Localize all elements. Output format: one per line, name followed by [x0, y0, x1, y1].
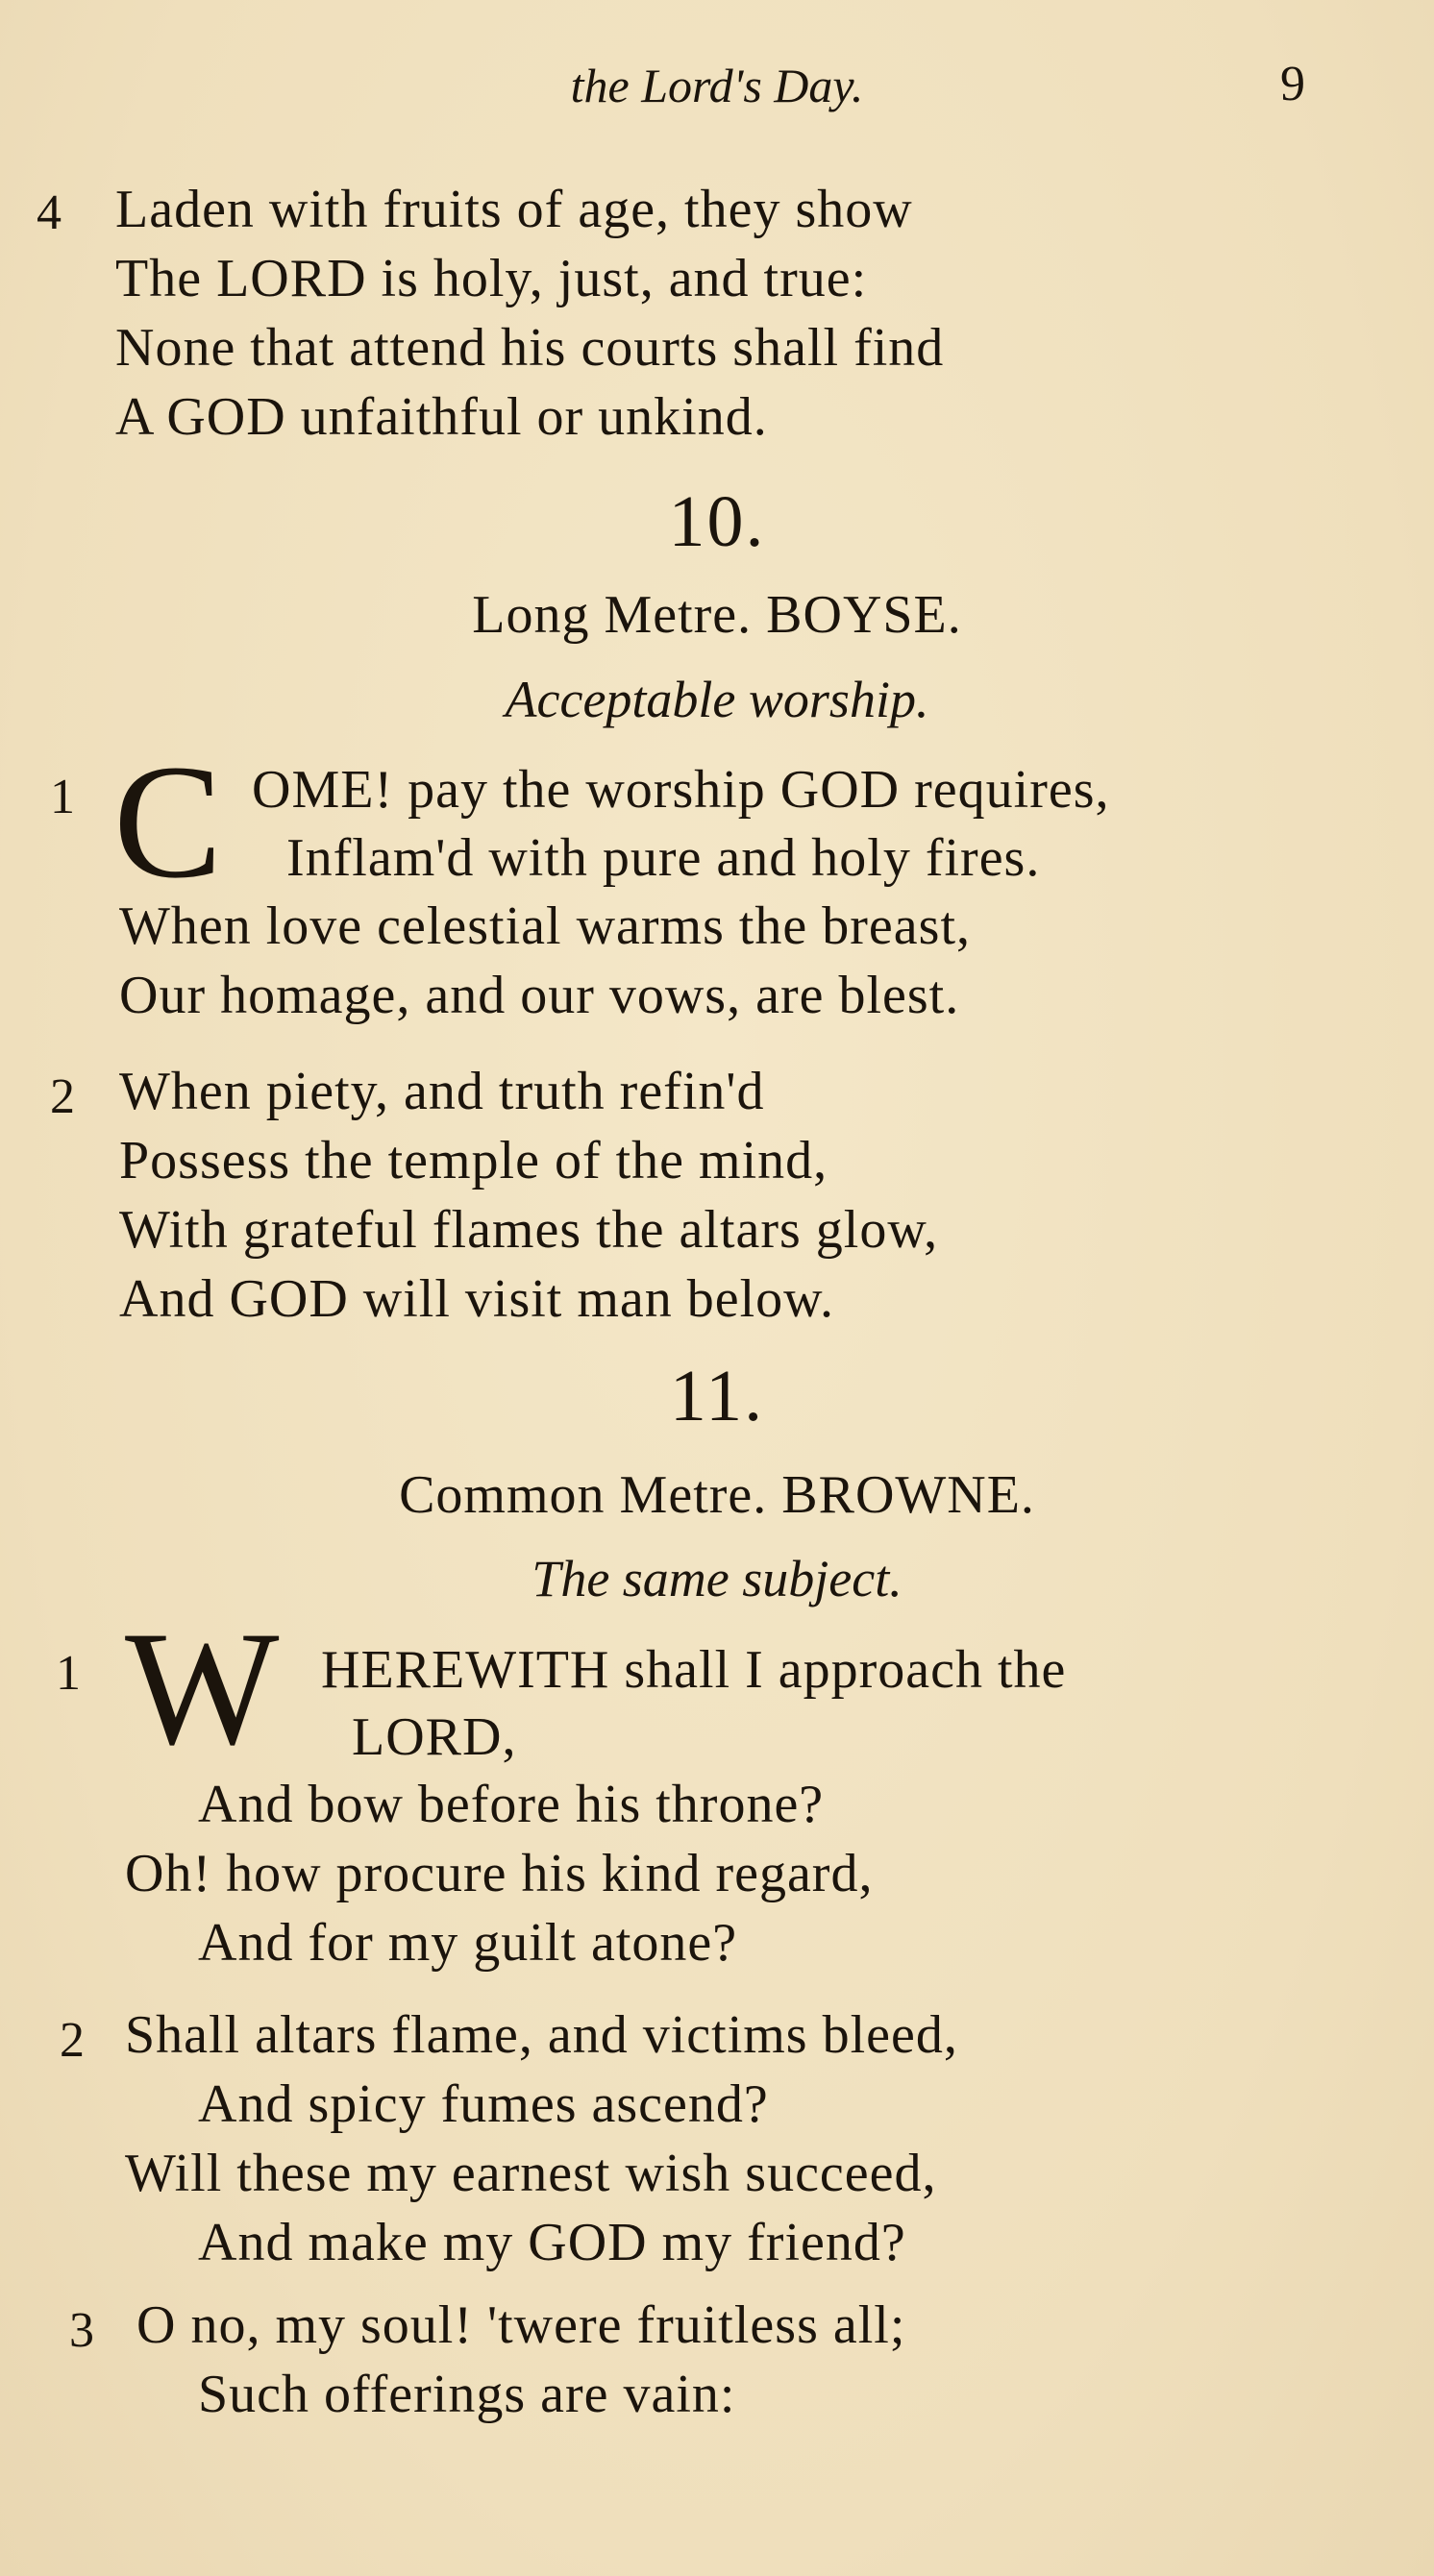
hymn-number: 10.: [668, 481, 766, 562]
verse-number: 3: [69, 2303, 94, 2358]
verse-line: O no, my soul! 'twere fruitless all;: [136, 2295, 906, 2355]
verse-line: When love celestial warms the breast,: [119, 896, 971, 956]
verse-line: None that attend his courts shall find: [115, 318, 945, 378]
verse-line: Shall altars flame, and victims bleed,: [125, 2005, 958, 2065]
page-number: 9: [1280, 57, 1305, 111]
hymn-meter: Long Metre. BOYSE.: [472, 585, 962, 645]
hymn-meter: Common Metre. BROWNE.: [399, 1465, 1035, 1525]
hymn-subject: Acceptable worship.: [505, 671, 929, 728]
verse-number: 1: [50, 770, 75, 824]
verse-number: 2: [50, 1069, 75, 1124]
verse-line: Our homage, and our vows, are blest.: [119, 966, 960, 1025]
verse-line: And make my GOD my friend?: [198, 2213, 906, 2272]
verse-line: Oh! how procure his kind regard,: [125, 1844, 874, 1903]
hymn-number: 11.: [669, 1356, 765, 1436]
verse-line: With grateful flames the altars glow,: [119, 1200, 939, 1260]
drop-cap: C: [113, 731, 223, 912]
hymn-subject: The same subject.: [532, 1550, 902, 1607]
verse-line: When piety, and truth refin'd: [119, 1062, 765, 1121]
drop-cap: W: [125, 1598, 280, 1779]
verse-line: A GOD unfaithful or unkind.: [115, 387, 768, 447]
verse-line: Laden with fruits of age, they show: [115, 180, 913, 239]
verse-line: Such offerings are vain:: [198, 2365, 736, 2424]
verse-line: Possess the temple of the mind,: [119, 1131, 828, 1190]
verse-line: And GOD will visit man below.: [119, 1269, 834, 1329]
verse-line: And spicy fumes ascend?: [198, 2074, 769, 2134]
verse-number: 4: [37, 185, 62, 240]
verse-line: Will these my earnest wish succeed,: [125, 2144, 937, 2203]
verse-line: And for my guilt atone?: [198, 1913, 738, 1973]
verse-number: 1: [56, 1646, 81, 1701]
running-title: the Lord's Day.: [570, 59, 864, 112]
verse-number: 2: [60, 2013, 85, 2068]
verse-line: HEREWITH shall I approach the: [321, 1640, 1067, 1700]
verse-line: The LORD is holy, just, and true:: [115, 249, 868, 308]
verse-line: OME! pay the worship GOD requires,: [252, 760, 1110, 820]
verse-line: LORD,: [352, 1707, 517, 1767]
verse-line: And bow before his throne?: [198, 1775, 825, 1834]
verse-line: Inflam'd with pure and holy fires.: [286, 828, 1041, 888]
